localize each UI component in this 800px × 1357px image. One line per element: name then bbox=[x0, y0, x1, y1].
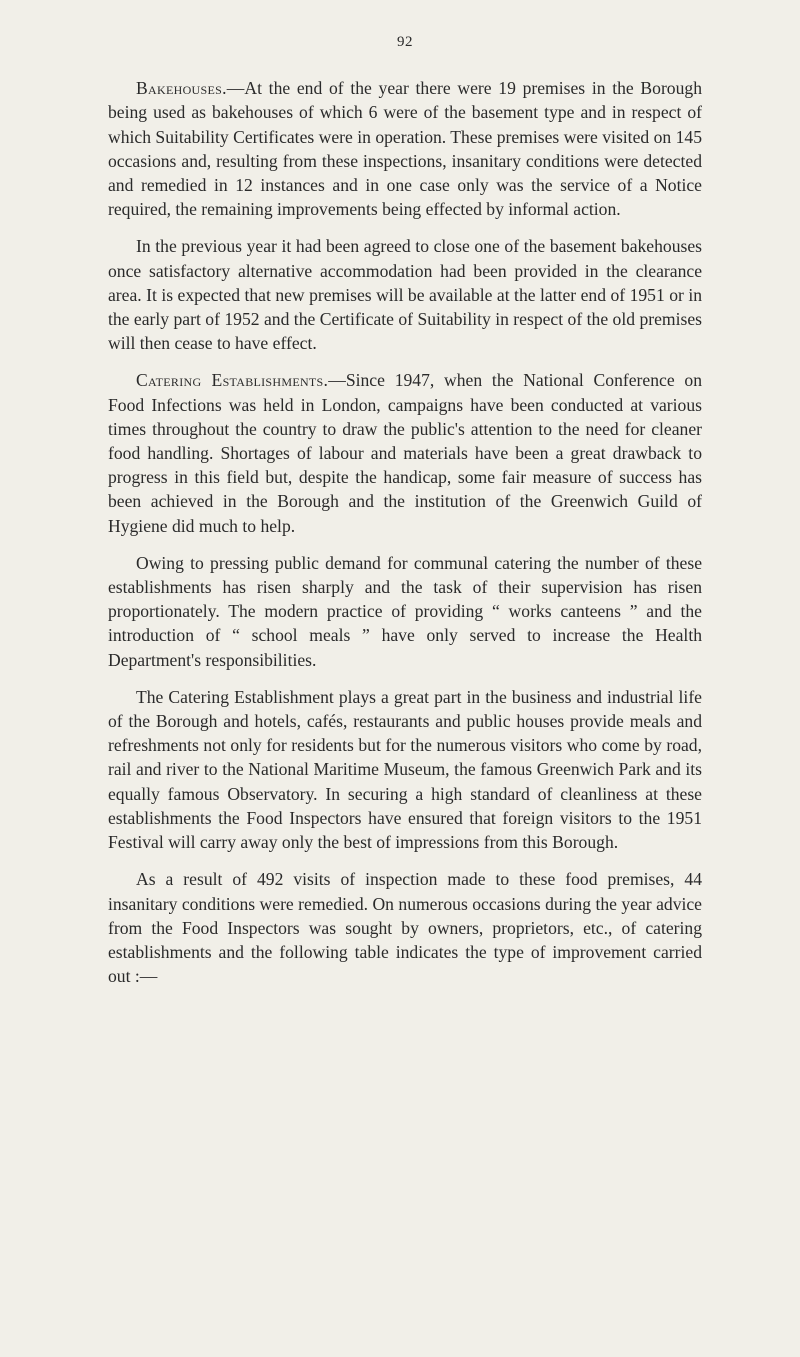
catering-heading: Catering Establishments. bbox=[136, 370, 329, 391]
catering-paragraph-1-text: —Since 1947, when the National Conference on Food Infections was held in London, campaigns have been conducted at various times throughout the country to draw the public's attention to the need for cleaner food handling. Shortages of labour and materials have been a great drawback to progress in this field but, despite the handicap, some fair measure of success has been achieved in the Borough and the institution of the Greenwich Guild of Hygiene did much to help. bbox=[108, 370, 702, 536]
bakehouses-paragraph-1 bbox=[108, 76, 702, 221]
bakehouses-paragraph-1-text: —At the end of the year there were 19 premises in the Borough being used as bakehouses of which 6 were of the basement type and in respect of which Suitability Certificates were in operation. These premises were visited on 145 occasions and, resulting from these inspections, insanitary conditions were detected and remedied in 12 instances and in one case only was the service of a Notice required, the remaining improvements being effected by informal action. bbox=[108, 78, 702, 220]
page-number: 92 bbox=[397, 34, 413, 50]
catering-paragraph-2: Owing to pressing public demand for communal catering the number of these establishments has risen sharply and the task of their supervision has risen proportionately. The modern practice of providing “ works canteens ” and the introduction of “ school meals ” have only served to increase the Health Department's responsibilities. bbox=[108, 552, 702, 670]
catering-paragraph-1 bbox=[108, 368, 702, 537]
bakehouses-heading: Bakehouses. bbox=[136, 78, 227, 99]
bakehouses-paragraph-2: In the previous year it had been agreed to close one of the basement bakehouses once satisfactory alternative accommodation had been provided in the clearance area. It is expected that new premises will be available at the latter end of 1951 or in the early part of 1952 and the Certificate of Suitability in respect of the old premises will then cease to have effect. bbox=[108, 236, 702, 354]
catering-paragraph-4: As a result of 492 visits of inspection made to these food premises, 44 insanitary conditions were remedied. On numerous occasions during the year advice from the Food Inspectors was sought by owners, proprietors, etc., of catering establishments and the following table indicates the type of improvement carried out :— bbox=[108, 869, 702, 987]
document-page bbox=[108, 30, 702, 1001]
catering-paragraph-3: The Catering Establishment plays a great part in the business and industrial life of the Borough and hotels, cafés, restaurants and public houses provide meals and refreshments not only for residents but for the numerous visitors who come by road, rail and river to the National Maritime Museum, the famous Greenwich Park and its equally famous Observatory. In securing a high standard of cleanliness at these establishments the Food Inspectors have ensured that foreign visitors to the 1951 Festival will carry away only the best of impressions from this Borough. bbox=[108, 686, 702, 853]
